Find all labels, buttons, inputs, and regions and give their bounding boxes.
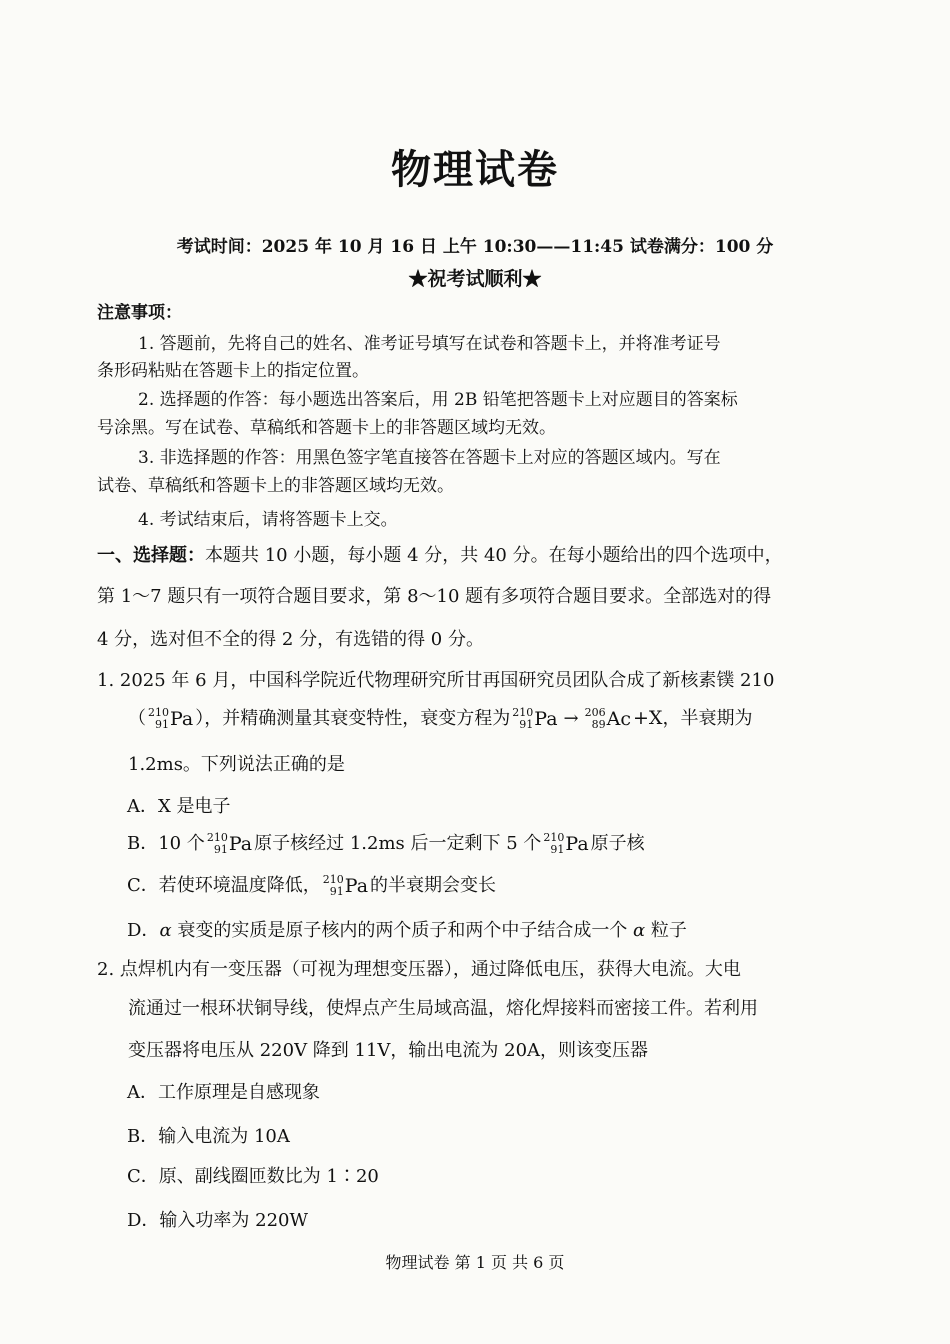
element-symbol: Pa — [534, 708, 558, 730]
question-2-option-c: C．原、副线圈匝数比为 1∶20 — [127, 1166, 379, 1187]
text: B．10 个 — [127, 833, 205, 854]
text: 原子核 — [590, 833, 645, 854]
section-text: 4 分，选对但不全的得 2 分，有选错的得 0 分。 — [97, 629, 484, 650]
notice-line: 条形码粘贴在答题卡上的指定位置。 — [97, 361, 369, 381]
alpha-symbol: α — [159, 920, 172, 941]
notice-heading: 注意事项： — [97, 303, 182, 323]
element-symbol: Pa — [565, 833, 589, 855]
question-1-option-d — [127, 916, 687, 942]
notice-line: 3. 非选择题的作答：用黑色签字笔直接答在答题卡上对应的答题区域内。写在 — [138, 448, 721, 468]
question-1-equation-line — [128, 704, 752, 731]
text: ），并精确测量其衰变特性，衰变方程为 — [195, 708, 511, 729]
question-1-option-c — [127, 871, 496, 898]
nuclide-pa — [148, 707, 193, 731]
text: 衰变的实质是原子核内的两个质子和两个中子结合成一个 — [171, 920, 634, 941]
charge-number: 91 — [550, 843, 565, 856]
nuclide-pa — [207, 832, 252, 856]
arrow-icon: → — [563, 708, 579, 729]
section-text: 本题共 10 小题，每小题 4 分，共 40 分。在每小题给出的四个选项中， — [205, 545, 783, 566]
element-symbol: Pa — [228, 833, 253, 855]
text: （ — [128, 708, 146, 729]
page-footer: 物理试卷 第 1 页 共 6 页 — [385, 1253, 565, 1272]
element-symbol: Pa — [344, 875, 369, 897]
question-1-option-a: A．X 是电子 — [127, 796, 231, 817]
mass-number: 210 — [543, 831, 565, 844]
section-label: 一、选择题： — [97, 545, 205, 566]
page-title: 物理试卷 — [391, 146, 559, 193]
nuclide-pa — [512, 707, 557, 731]
text: 粒子 — [645, 920, 687, 941]
notice-line: 试卷、草稿纸和答题卡上的非答题区域均无效。 — [97, 476, 454, 496]
notice-line: 1. 答题前，先将自己的姓名、准考证号填写在试卷和答题卡上，并将准考证号 — [138, 334, 721, 354]
mass-number: 206 — [584, 706, 606, 719]
mass-number: 210 — [206, 831, 228, 844]
nuclide-ac — [585, 707, 631, 731]
question-2-text: 2. 点焊机内有一变压器（可视为理想变压器），通过降低电压，获得大电流。大电 — [97, 959, 741, 980]
text: D． — [127, 920, 160, 941]
text: ，半衰期为 — [662, 708, 753, 729]
question-1-option-b — [127, 829, 645, 856]
question-2-option-b: B．输入电流为 10A — [127, 1126, 290, 1147]
mass-number: 210 — [512, 706, 534, 719]
question-2-option-a: A．工作原理是自感现象 — [127, 1082, 320, 1103]
charge-number: 89 — [591, 718, 606, 731]
element-symbol: Ac — [606, 708, 631, 730]
section-intro — [97, 541, 783, 567]
mass-number: 210 — [322, 873, 344, 886]
text: 原子核经过 1.2ms 后一定剩下 5 个 — [254, 833, 542, 854]
element-symbol: Pa — [170, 708, 194, 730]
notice-line: 2. 选择题的作答：每小题选出答案后，用 2B 铅笔把答题卡上对应题目的答案标 — [138, 390, 738, 410]
question-2-option-d: D．输入功率为 220W — [127, 1210, 309, 1231]
nuclide-pa — [543, 832, 588, 856]
nuclide-pa — [323, 874, 368, 898]
charge-number: 91 — [329, 885, 344, 898]
exam-info: 考试时间：2025 年 10 月 16 日 上午 10:30——11:45 试卷满分：100 分 — [176, 237, 774, 257]
question-2-text: 流通过一根环状铜导线，使焊点产生局域高温，熔化焊接料而密接工件。若利用 — [128, 998, 758, 1019]
question-1-text: 1.2ms。下列说法正确的是 — [128, 754, 345, 775]
text: C．若使环境温度降低， — [127, 875, 321, 896]
text: +X — [633, 707, 663, 729]
question-1-text: 1. 2025 年 6 月，中国科学院近代物理研究所甘再国研究员团队合成了新核素镤 210 — [97, 670, 775, 691]
charge-number: 91 — [213, 843, 228, 856]
mass-number: 210 — [148, 706, 169, 719]
charge-number: 91 — [155, 718, 169, 731]
notice-line: 4. 考试结束后，请将答题卡上交。 — [138, 510, 398, 530]
charge-number: 91 — [519, 718, 534, 731]
section-text: 第 1～7 题只有一项符合题目要求，第 8～10 题有多项符合题目要求。全部选对的得 — [97, 586, 772, 607]
blessing: ★祝考试顺利★ — [408, 268, 542, 290]
notice-line: 号涂黑。写在试卷、草稿纸和答题卡上的非答题区域均无效。 — [97, 418, 556, 438]
text: 的半衰期会变长 — [370, 875, 497, 896]
question-2-text: 变压器将电压从 220V 降到 11V，输出电流为 20A，则该变压器 — [128, 1040, 649, 1061]
alpha-symbol: α — [633, 920, 646, 941]
